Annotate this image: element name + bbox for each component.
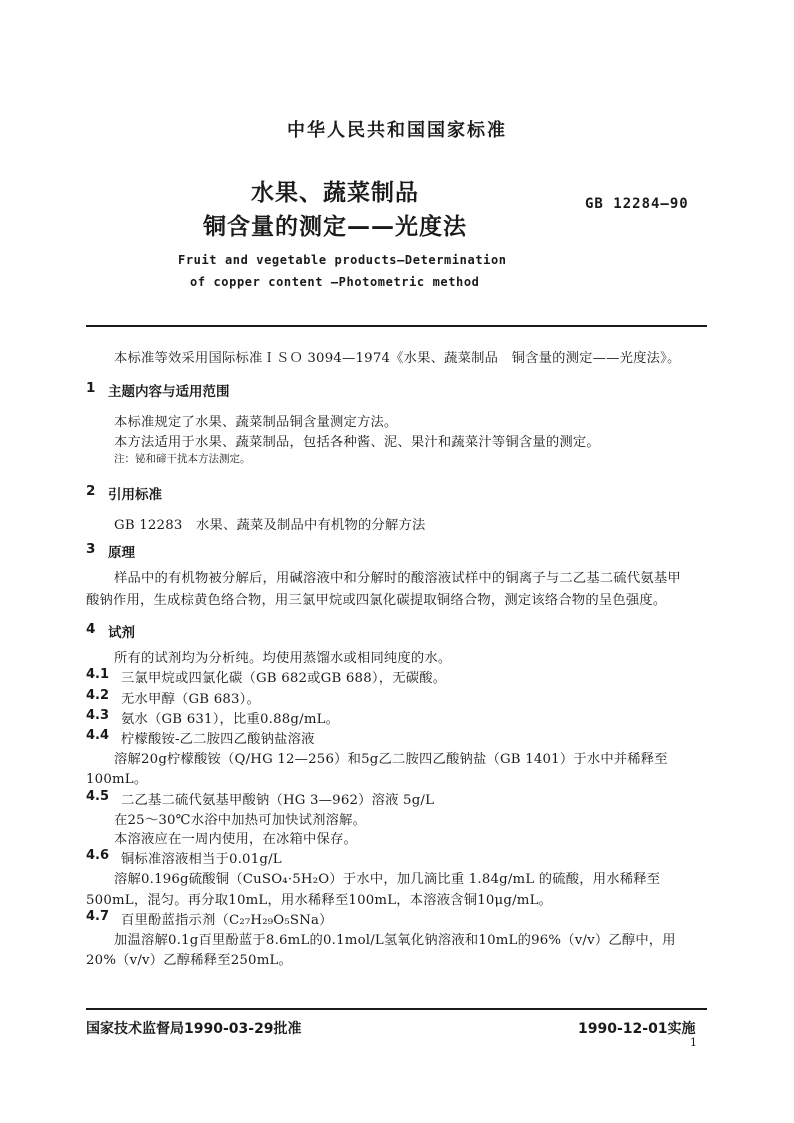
section-4-paragraph-1: 所有的试剂均为分析纯。均使用蒸馏水或相同纯度的水。	[114, 651, 452, 666]
section-1-note: 注：铋和碲干扰本方法测定。	[114, 453, 251, 465]
item-4-7-line1: 加温溶解0.1g百里酚蓝于8.6mL的0.1mol/L氢氧化钠溶液和10mL的96%（v/v）乙醇中，用	[114, 933, 676, 948]
document-title-line2: 铜含量的测定——光度法	[203, 214, 467, 240]
item-4-6-line2: 500mL，混匀。再分取10mL，用水稀释至100mL，本溶液含铜10μg/mL。	[86, 893, 553, 908]
section-3-paragraph-2: 酸钠作用，生成棕黄色络合物，用三氯甲烷或四氯化碳提取铜络合物，测定该络合物的呈色强度。	[86, 593, 667, 608]
item-4-5-number: 4.5	[86, 789, 110, 804]
item-4-1-number: 4.1	[86, 667, 110, 682]
section-3-title: 原理	[108, 545, 135, 561]
english-title-line2: of copper content —Photometric method	[190, 275, 480, 289]
item-4-2-text: 无水甲醇（GB 683）。	[121, 692, 261, 707]
item-4-6-text: 铜标准溶液相当于0.01g/L	[121, 852, 282, 867]
english-title-line1: Fruit and vegetable products—Determination	[178, 253, 507, 267]
effective-date: 1990-12-01实施	[578, 1021, 696, 1037]
item-4-7-text: 百里酚蓝指示剂（C₂₇H₂₉O₅SNa）	[121, 913, 333, 928]
item-4-3-text: 氨水（GB 631），比重0.88g/mL。	[121, 712, 340, 727]
section-4-title: 试剂	[108, 625, 135, 641]
footer-divider	[86, 1008, 707, 1010]
item-4-5-text: 二乙基二硫代氨基甲酸钠（HG 3—962）溶液 5g/L	[121, 793, 435, 808]
item-4-4-text: 柠檬酸铵-乙二胺四乙酸钠盐溶液	[121, 732, 315, 747]
document-title-line1: 水果、蔬菜制品	[251, 180, 419, 206]
section-2-number: 2	[86, 483, 96, 499]
item-4-2-number: 4.2	[86, 688, 110, 703]
item-4-4-line2: 100mL。	[86, 772, 148, 787]
section-2-paragraph-1: GB 12283 水果、蔬菜及制品中有机物的分解方法	[114, 518, 426, 533]
section-2-title: 引用标准	[108, 487, 162, 503]
item-4-5-line1: 在25～30℃水浴中加热可加快试剂溶解。	[114, 813, 367, 828]
item-4-5-line2: 本溶液应在一周内使用，在冰箱中保存。	[114, 832, 357, 847]
national-standard-heading: 中华人民共和国国家标准	[287, 120, 507, 141]
item-4-6-line1: 溶解0.196g硫酸铜（CuSO₄·5H₂O）于水中，加几滴比重 1.84g/mL 的硫酸，用水稀释至	[114, 872, 661, 887]
item-4-6-number: 4.6	[86, 848, 110, 863]
section-1-number: 1	[86, 380, 96, 396]
item-4-7-number: 4.7	[86, 909, 110, 924]
approval-date: 国家技术监督局1990-03-29批准	[86, 1021, 302, 1037]
item-4-3-number: 4.3	[86, 708, 110, 723]
item-4-7-line2: 20%（v/v）乙醇稀释至250mL。	[86, 953, 293, 968]
section-1-paragraph-1: 本标准规定了水果、蔬菜制品铜含量测定方法。	[114, 415, 398, 430]
section-3-paragraph-1: 样品中的有机物被分解后，用碱溶液中和分解时的酸溶液试样中的铜离子与二乙基二硫代氨基甲	[114, 571, 681, 586]
item-4-4-line1: 溶解20g柠檬酸铵（Q/HG 12—256）和5g乙二胺四乙酸钠盐（GB 1401）于水中并稀释至	[114, 752, 668, 767]
intro-paragraph: 本标准等效采用国际标准ＩＳＯ 3094—1974《水果、蔬菜制品 铜含量的测定——光度法》。	[114, 351, 681, 366]
section-4-number: 4	[86, 621, 96, 637]
item-4-4-number: 4.4	[86, 728, 110, 743]
section-3-number: 3	[86, 541, 96, 557]
item-4-1-text: 三氯甲烷或四氯化碳（GB 682或GB 688），无碳酸。	[121, 671, 447, 686]
section-1-paragraph-2: 本方法适用于水果、蔬菜制品，包括各种酱、泥、果汁和蔬菜汁等铜含量的测定。	[114, 435, 600, 450]
page-number: 1	[690, 1036, 697, 1049]
header-divider	[86, 325, 707, 327]
standard-code: GB 12284—90	[585, 196, 689, 212]
section-1-title: 主题内容与适用范围	[108, 384, 230, 400]
